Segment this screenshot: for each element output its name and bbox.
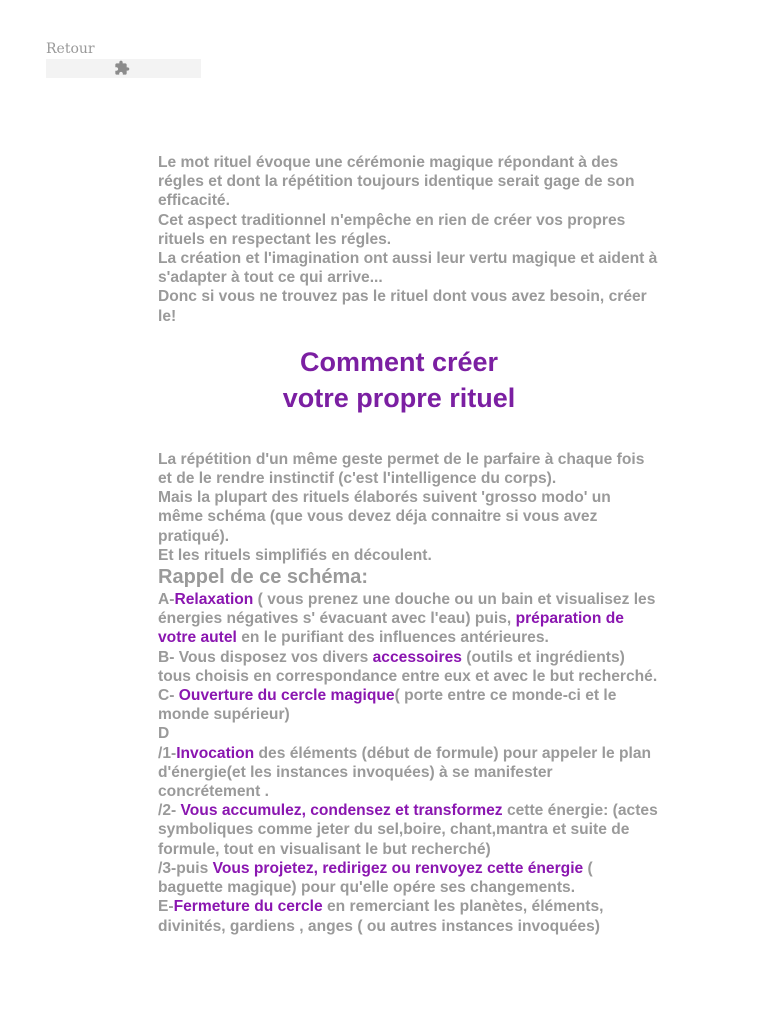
article-content [158, 153, 658, 936]
schema-heading: Rappel de ce schéma: [158, 566, 369, 589]
step-e: E-Fermeture du cercle en remerciant les planètes, éléments, divinités, gardiens , anges ( ou autres instances invoquées) [158, 898, 604, 935]
back-link[interactable]: Retour [46, 41, 95, 57]
puzzle-piece-icon [113, 60, 131, 76]
step-keyword: accessoires [372, 648, 462, 666]
step-d2: /2- Vous accumulez, condensez et transformez cette énergie: (actes symboliques comme jeter du sel,boire, chant,mantra et suite de formule, tout en visualisant le but recherché) [158, 802, 658, 858]
step-keyword: Vous accumulez, condensez et transformez [180, 802, 503, 820]
missing-plugin-placeholder [46, 59, 201, 78]
intro-paragraph: Cet aspect traditionnel n'empêche en rien de créer vos propres rituels en respectant les régles. [158, 211, 626, 248]
step-keyword: Fermeture du cercle [173, 898, 323, 916]
step-keyword: Invocation [176, 744, 255, 762]
step-d3: /3-puis Vous projetez, redirigez ou renvoyez cette énergie ( baguette magique) pour qu'elle opére ses changements. [158, 859, 593, 897]
body-section [158, 450, 658, 565]
step-keyword: Vous projetez, redirigez ou renvoyez cette énergie [212, 859, 584, 877]
intro-paragraph: La création et l'imagination ont aussi leur vertu magique et aident à s'adapter à tout ce qui arrive... [158, 250, 658, 287]
intro-paragraph: Donc si vous ne trouvez pas le rituel dont vous avez besoin, créer le! [158, 288, 647, 325]
step-keyword: préparation de votre autel [158, 610, 624, 647]
title-line: votre propre rituel [282, 382, 516, 413]
step-keyword: Ouverture du cercle magique [178, 687, 395, 705]
title-line: Comment créer [299, 346, 499, 377]
step-c: C- Ouverture du cercle magique( porte entre ce monde-ci et le monde supérieur) [158, 687, 617, 724]
body-paragraph: Mais la plupart des rituels élaborés suivent 'grosso modo' un même schéma (que vous devez déja connaitre si vous avez pratiqué). [158, 489, 611, 545]
page-title [158, 344, 640, 416]
step-d1: /1-Invocation des éléments (début de formule) pour appeler le plan d'énergie(et les instances invoquées) à se manifester concrétement . [158, 744, 652, 801]
intro-section [158, 153, 658, 326]
step-keyword: Relaxation [174, 591, 254, 609]
intro-paragraph: Le mot rituel évoque une cérémonie magique répondant à des régles et dont la répétition toujours identique serait gage de son efficacité. [158, 154, 635, 210]
body-paragraph: Et les rituels simplifiés en découlent. [158, 546, 432, 564]
step-a: A-Relaxation ( vous prenez une douche ou un bain et visualisez les énergies négatives s' évacuant avec l'eau) puis, préparation de votre autel en le purifiant des influences antérieures. [158, 591, 656, 647]
step-b: B- Vous disposez vos divers accessoires (outils et ingrédients) tous choisis en correspondance entre eux et avec le but recherché. [158, 648, 658, 685]
schema-steps [158, 590, 658, 936]
step-d: D [158, 725, 170, 743]
body-paragraph: La répétition d'un même geste permet de le parfaire à chaque fois et de le rendre instinctif (c'est l'intelligence du corps). [158, 450, 645, 488]
